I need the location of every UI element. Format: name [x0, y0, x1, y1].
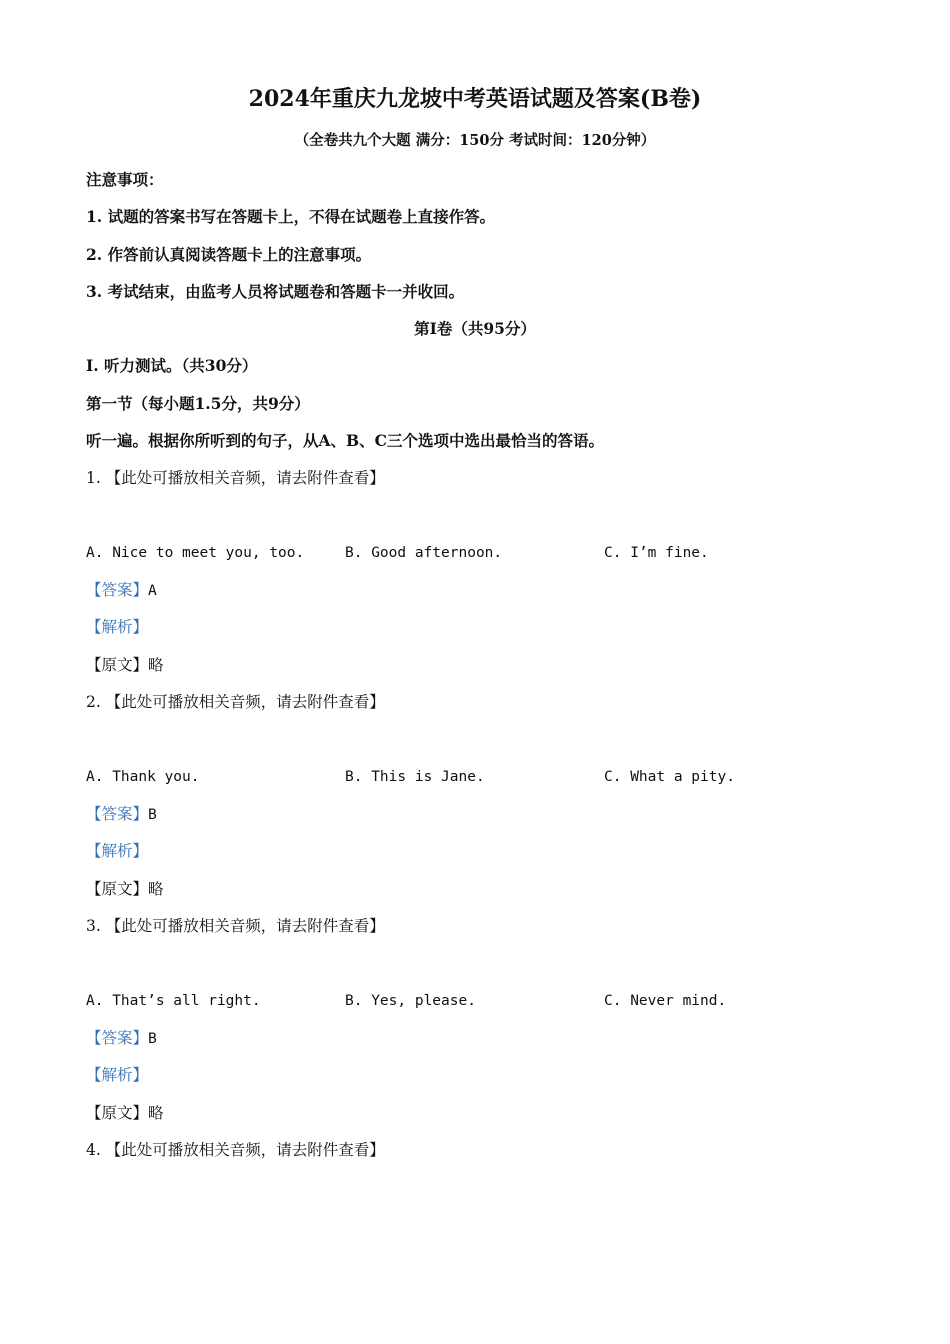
question-1-analysis-label: 【解析】 [86, 618, 149, 636]
question-3-option-a: A. That’s all right. [86, 993, 261, 1009]
original-label: 【原文】 [86, 1104, 149, 1122]
question-2-answer: B [148, 807, 157, 823]
question-3-option-b: B. Yes, please. [345, 993, 476, 1009]
question-1-option-a: A. Nice to meet you, too. [86, 545, 305, 561]
question-3-original: 略 [148, 1104, 164, 1122]
question-1-answer-row [86, 580, 157, 601]
section-heading: Ⅰ. 听力测试。（共30分） [86, 356, 258, 375]
answer-label: 【答案】 [86, 581, 149, 599]
notice-item-2: 2. 作答前认真阅读答题卡上的注意事项。 [86, 245, 372, 264]
question-3-analysis-label: 【解析】 [86, 1066, 149, 1084]
volume-heading: 第Ⅰ卷（共95分） [414, 319, 536, 338]
question-3-original-row [86, 1103, 164, 1123]
question-3-prompt: 3. 【此处可播放相关音频，请去附件查看】 [86, 917, 385, 935]
document-subtitle: （全卷共九个大题 满分：150分 考试时间：120分钟） [294, 132, 656, 149]
question-2-original: 略 [148, 880, 164, 898]
question-2-option-b: B. This is Jane. [345, 769, 485, 785]
part-heading: 第一节（每小题1.5分，共9分） [86, 394, 310, 413]
question-3-option-c: C. Never mind. [604, 993, 727, 1009]
original-label: 【原文】 [86, 656, 149, 674]
notice-item-1: 1. 试题的答案书写在答题卡上，不得在试题卷上直接作答。 [86, 207, 496, 226]
question-3-answer-row [86, 1028, 157, 1049]
question-2-prompt: 2. 【此处可播放相关音频，请去附件查看】 [86, 693, 385, 711]
question-2-analysis-label: 【解析】 [86, 842, 149, 860]
question-2-original-row [86, 879, 164, 899]
question-1-prompt: 1. 【此处可播放相关音频，请去附件查看】 [86, 469, 385, 487]
question-3-answer: B [148, 1031, 157, 1047]
question-1-answer: A [148, 583, 157, 599]
question-2-option-a: A. Thank you. [86, 769, 200, 785]
question-2-option-c: C. What a pity. [604, 769, 735, 785]
answer-label: 【答案】 [86, 805, 149, 823]
notice-heading: 注意事项： [86, 170, 164, 189]
question-2-answer-row [86, 804, 157, 825]
notice-item-3: 3. 考试结束，由监考人员将试题卷和答题卡一并收回。 [86, 282, 465, 301]
question-1-original-row [86, 655, 164, 675]
question-1-option-b: B. Good afternoon. [345, 545, 503, 561]
question-1-original: 略 [148, 656, 164, 674]
answer-label: 【答案】 [86, 1029, 149, 1047]
question-4-prompt: 4. 【此处可播放相关音频，请去附件查看】 [86, 1141, 385, 1159]
question-1-option-c: C. I’m fine. [604, 545, 709, 561]
original-label: 【原文】 [86, 880, 149, 898]
instruction-text: 听一遍。根据你所听到的句子，从A、B、C三个选项中选出最恰当的答语。 [86, 431, 604, 450]
document-title: 2024年重庆九龙坡中考英语试题及答案(B卷) [248, 86, 702, 112]
